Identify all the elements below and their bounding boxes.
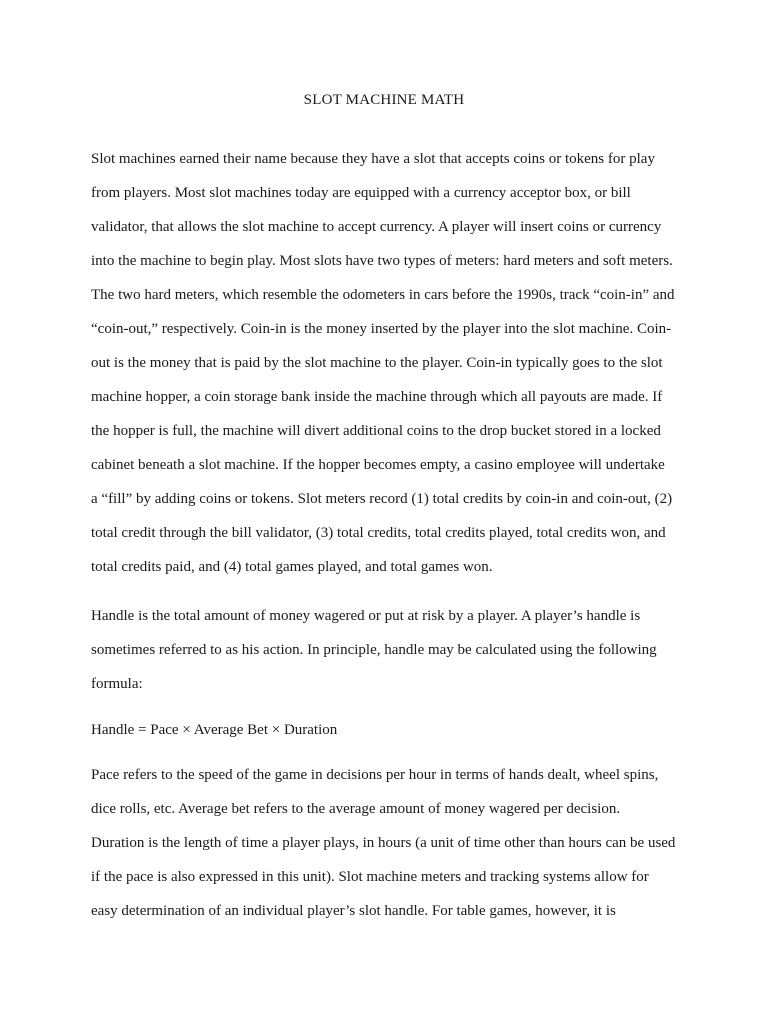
paragraph-pace xyxy=(91,758,691,928)
text-line: validator, that allows the slot machine to accept currency. A player will insert coins or currency xyxy=(91,219,662,235)
text-line: total credits paid, and (4) total games played, and total games won. xyxy=(91,559,493,575)
text-line: Handle is the total amount of money wagered or put at risk by a player. A player’s handle is xyxy=(91,608,641,624)
text-line: machine hopper, a coin storage bank inside the machine through which all payouts are made. If xyxy=(91,389,663,405)
document-title: SLOT MACHINE MATH xyxy=(303,92,465,108)
text-line: easy determination of an individual player’s slot handle. For table games, however, it is xyxy=(91,903,616,919)
text-line: into the machine to begin play. Most slots have two types of meters: hard meters and soft meters. xyxy=(91,253,673,269)
text-line: formula: xyxy=(91,676,143,692)
paragraph-slot-machines xyxy=(91,142,691,584)
text-line: “coin-out,” respectively. Coin-in is the money inserted by the player into the slot machine. Coin- xyxy=(91,321,672,337)
text-line: sometimes referred to as his action. In principle, handle may be calculated using the following xyxy=(91,642,657,658)
handle-formula: Handle = Pace × Average Bet × Duration xyxy=(91,722,338,738)
formula-line xyxy=(91,713,691,747)
text-line: if the pace is also expressed in this unit). Slot machine meters and tracking systems allow for xyxy=(91,869,649,885)
text-line: a “fill” by adding coins or tokens. Slot meters record (1) total credits by coin-in and coin-out, (2) xyxy=(91,491,673,507)
text-line: dice rolls, etc. Average bet refers to the average amount of money wagered per decision. xyxy=(91,801,621,817)
text-line: The two hard meters, which resemble the odometers in cars before the 1990s, track “coin-in” and xyxy=(91,287,675,303)
text-line: out is the money that is paid by the slot machine to the player. Coin-in typically goes to the slot xyxy=(91,355,663,371)
text-line: Duration is the length of time a player plays, in hours (a unit of time other than hours can be used xyxy=(91,835,676,851)
text-line: the hopper is full, the machine will divert additional coins to the drop bucket stored in a locked xyxy=(91,423,661,439)
text-line: Slot machines earned their name because they have a slot that accepts coins or tokens for play xyxy=(91,151,655,167)
text-line: total credit through the bill validator, (3) total credits, total credits played, total credits won, and xyxy=(91,525,666,541)
text-line: Pace refers to the speed of the game in decisions per hour in terms of hands dealt, wheel spins, xyxy=(91,767,659,783)
text-line: cabinet beneath a slot machine. If the hopper becomes empty, a casino employee will undertake xyxy=(91,457,665,473)
text-line: from players. Most slot machines today are equipped with a currency acceptor box, or bill xyxy=(91,185,631,201)
paragraph-handle xyxy=(91,599,691,701)
